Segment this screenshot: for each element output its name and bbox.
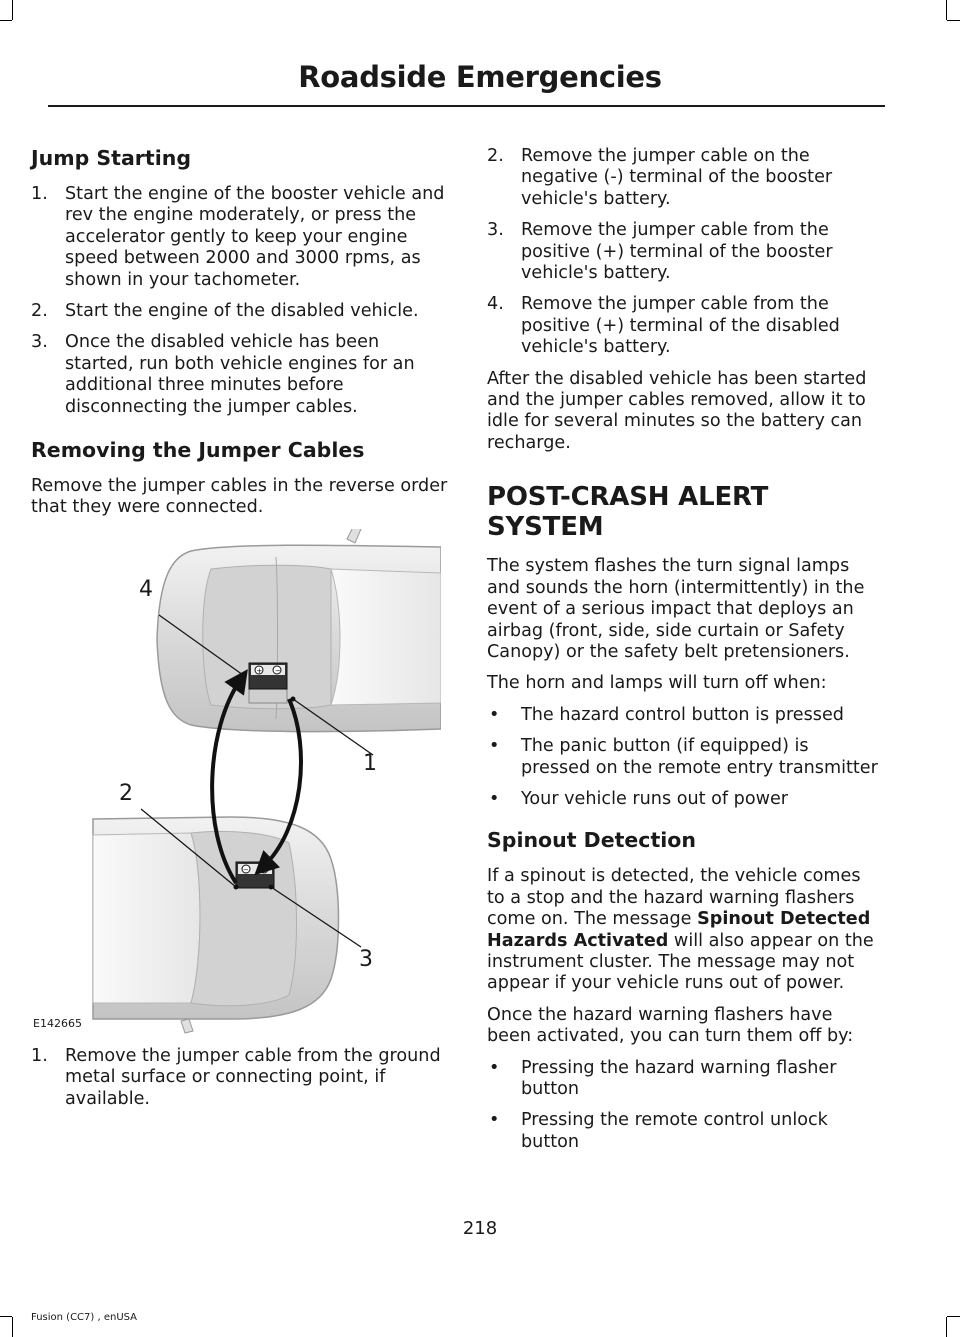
post-crash-bullets	[487, 705, 880, 811]
svg-text:−: −	[243, 865, 249, 874]
right-column	[487, 146, 880, 1163]
bullet-text: Pressing the remote control unlock button	[521, 1110, 828, 1152]
left-column	[31, 146, 449, 1120]
spinout-bullets	[487, 1058, 880, 1154]
list-item	[487, 220, 880, 284]
list-item	[487, 1110, 880, 1153]
footer-meta: Fusion (CC7) , enUSA	[31, 1312, 138, 1323]
page-title: Roadside Emergencies	[298, 60, 662, 94]
bullet-text: The panic button (if equipped) is pressed on the remote entry transmitter	[521, 736, 878, 778]
list-item	[487, 736, 880, 779]
bullet-dot: •	[489, 736, 500, 757]
jump-start-illustration	[31, 529, 441, 1034]
list-item	[487, 294, 880, 358]
crop-mark	[0, 1316, 12, 1317]
spinout-text-a: If a spinout is detected, the vehicle comes to a stop and the hazard warning flashers come on. The message	[487, 866, 861, 930]
step-text: Remove the jumper cable from the positive (+) terminal of the booster vehicle's battery.	[521, 220, 833, 284]
crop-mark	[946, 0, 947, 20]
svg-text:−: −	[275, 666, 281, 675]
crop-mark	[947, 20, 960, 21]
jump-starting-steps	[31, 184, 449, 418]
step-number: 3.	[31, 332, 48, 353]
booster-battery	[249, 663, 287, 689]
step-text: Remove the jumper cable from the positive (+) terminal of the disabled vehicle's battery.	[521, 294, 840, 358]
list-item	[31, 301, 449, 322]
post-crash-description: The system flashes the turn signal lamps and sounds the horn (intermittently) in the event of a serious impact that deploys an airbag (front, side, side curtain or Safety Canopy) or the safety belt pretensioners.	[487, 556, 865, 662]
disabled-vehicle	[93, 817, 339, 1033]
step-text: Remove the jumper cable on the negative (-) terminal of the booster vehicle's battery.	[521, 146, 833, 209]
spinout-text-b: will also appear on the instrument cluster. The message may not appear if your vehicle runs out of power.	[487, 930, 874, 994]
svg-text:+: +	[256, 666, 263, 675]
bullet-text: Your vehicle runs out of power	[521, 788, 789, 809]
callout-3: 3	[359, 946, 373, 972]
after-removal-text: After the disabled vehicle has been started and the jumper cables removed, allow it to idle for several minutes so the battery can recharge.	[487, 368, 867, 453]
spinout-description	[487, 866, 880, 994]
step-number: 2.	[487, 146, 504, 166]
step-number: 1.	[31, 184, 48, 204]
spinout-message: Spinout Detected Hazards Activated	[487, 909, 871, 951]
bullet-text: Pressing the hazard warning flasher button	[521, 1057, 837, 1099]
spinout-turn-off-intro: Once the hazard warning flashers have been activated, you can turn them off by:	[487, 1004, 854, 1047]
step-text: Once the disabled vehicle has been started, run both vehicle engines for an additional three minutes before disconnecting the jumper cables.	[65, 332, 415, 417]
removing-cables-intro: Remove the jumper cables in the reverse order that they were connected.	[31, 476, 448, 518]
crop-mark	[946, 1317, 947, 1337]
list-item	[487, 789, 880, 810]
callout-1: 1	[363, 750, 377, 776]
step-text: Start the engine of the disabled vehicle.	[65, 301, 419, 322]
crop-mark	[12, 0, 13, 20]
list-item	[31, 184, 449, 291]
crop-mark	[947, 1316, 960, 1317]
step-text: Remove the jumper cable from the ground metal surface or connecting point, if available.	[65, 1045, 441, 1109]
figure-id: E142665	[33, 1016, 82, 1030]
step-number: 2.	[31, 301, 48, 322]
svg-text:+: +	[261, 865, 268, 874]
spinout-heading: Spinout Detection	[487, 828, 696, 853]
bullet-dot: •	[489, 704, 500, 725]
step-number: 1.	[31, 1045, 48, 1066]
post-crash-turn-off-intro: The horn and lamps will turn off when:	[487, 673, 827, 694]
bullet-dot: •	[489, 788, 500, 809]
step-text: Start the engine of the booster vehicle and rev the engine moderately, or press the accelerator gently to keep your engine speed between 2000 and 3000 rpms, as shown in your tachometer.	[65, 184, 445, 290]
page-number: 218	[462, 1218, 498, 1239]
step-number: 4.	[487, 294, 504, 315]
jump-starting-heading: Jump Starting	[31, 146, 191, 170]
bullet-dot: •	[489, 1057, 500, 1078]
post-crash-heading: POST-CRASH ALERT SYSTEM	[487, 482, 769, 543]
list-item	[487, 705, 880, 726]
list-item	[487, 146, 880, 210]
booster-vehicle	[157, 529, 441, 732]
bullet-text: The hazard control button is pressed	[521, 704, 844, 725]
step-number: 3.	[487, 220, 504, 241]
callout-4: 4	[139, 576, 153, 602]
removing-steps-continued	[487, 146, 880, 359]
removing-cables-heading: Removing the Jumper Cables	[31, 438, 365, 463]
disabled-battery	[236, 862, 274, 888]
crop-mark	[0, 20, 12, 21]
jump-start-figure	[31, 529, 441, 1034]
list-item	[31, 1046, 449, 1110]
crop-mark	[12, 1317, 13, 1337]
removing-steps	[31, 1046, 449, 1110]
bullet-dot: •	[489, 1110, 500, 1131]
list-item	[487, 1058, 880, 1101]
page-header	[0, 60, 960, 94]
header-rule	[48, 105, 885, 107]
callout-2: 2	[119, 780, 133, 806]
list-item	[31, 332, 449, 418]
